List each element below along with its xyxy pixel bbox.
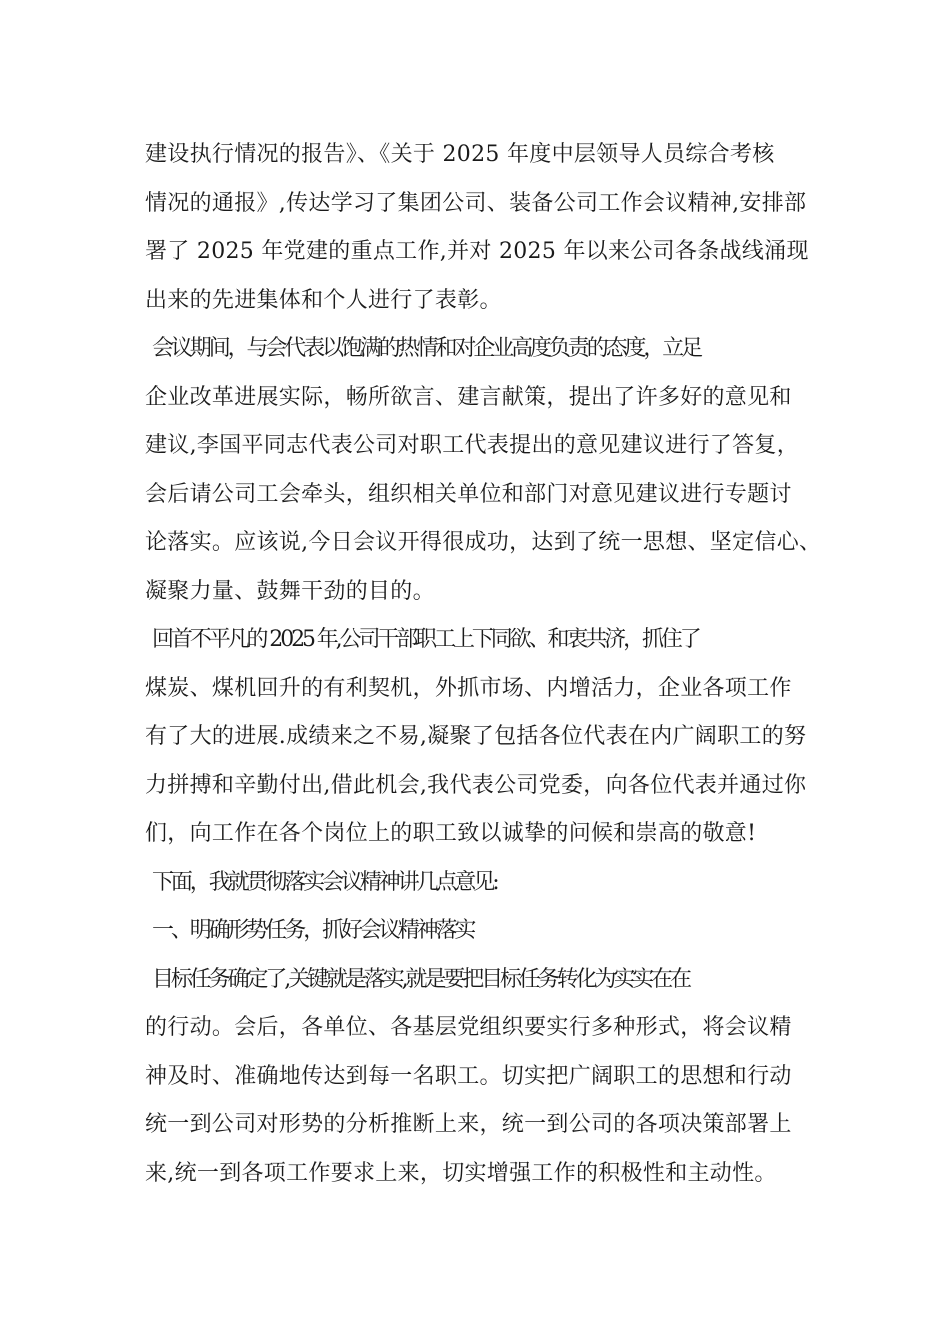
text-line: 煤炭、煤机回升的有利契机，外抓市场、内增活力，企业各项工作 [145,675,792,701]
text-line: 凝聚力量、鼓舞干劲的目的。 [145,578,435,604]
text-line: 的行动。会后，各单位、各基层党组织要实行多种形式，将会议精 [145,1015,792,1040]
text-line: 情况的通报》,传达学习了集团公司、装备公司工作会议精神,安排部 [145,190,807,216]
text-line: 建议,李国平同志代表公司对职工代表提出的意见建议进行了答复， [145,433,799,458]
paragraph-start-line: 回首不平凡的 2025 年,公司干部职工上下同欲、和衷共济，抓住了 [152,627,699,652]
paragraph-start-line: 会议期间，与会代表以饱满的热情和对企业高度负责的态度，立足 [152,336,701,361]
section-heading: 一、明确形势任务，抓好会议精神落实 [152,918,474,943]
text-line: 企业改革进展实际，畅所欲言、建言献策，提出了许多好的意见和 [145,384,792,410]
text-line: 统一到公司对形势的分析推断上来，统一到公司的各项决策部署上 [145,1112,792,1137]
text-line: 有了大的进展.成绩来之不易,凝聚了包括各位代表在内广阔职工的努 [145,724,807,749]
text-line: 论落实。应该说,今日会议开得很成功，达到了统一思想、坚定信心、 [145,530,822,555]
paragraph-start-line: 下面，我就贯彻落实会议精神讲几点意见: [152,869,497,895]
text-line: 神及时、准确地传达到每一名职工。切实把广阔职工的思想和行动 [145,1063,792,1089]
text-line: 们，向工作在各个岗位上的职工致以诚挚的问候和崇高的敬意! [145,821,757,846]
paragraph-start-line: 目标任务确定了,关键就是落实,就是要把目标任务转化为实实在在 [152,966,689,992]
text-line: 出来的先进集体和个人进行了表彰。 [145,287,502,313]
text-line: 署了 2025 年党建的重点工作,并对 2025 年以来公司各条战线涌现 [145,239,809,264]
text-line: 力拼搏和辛勤付出,借此机会,我代表公司党委，向各位代表并通过你 [145,772,807,798]
text-line: 来,统一到各项工作要求上来，切实增强工作的积极性和主动性。 [145,1160,777,1186]
text-line: 会后请公司工会牵头，组织相关单位和部门对意见建议进行专题讨 [145,481,792,507]
text-line: 建设执行情况的报告》、《关于 2025 年度中层领导人员综合考核 [145,142,775,167]
document-body [145,131,835,1198]
